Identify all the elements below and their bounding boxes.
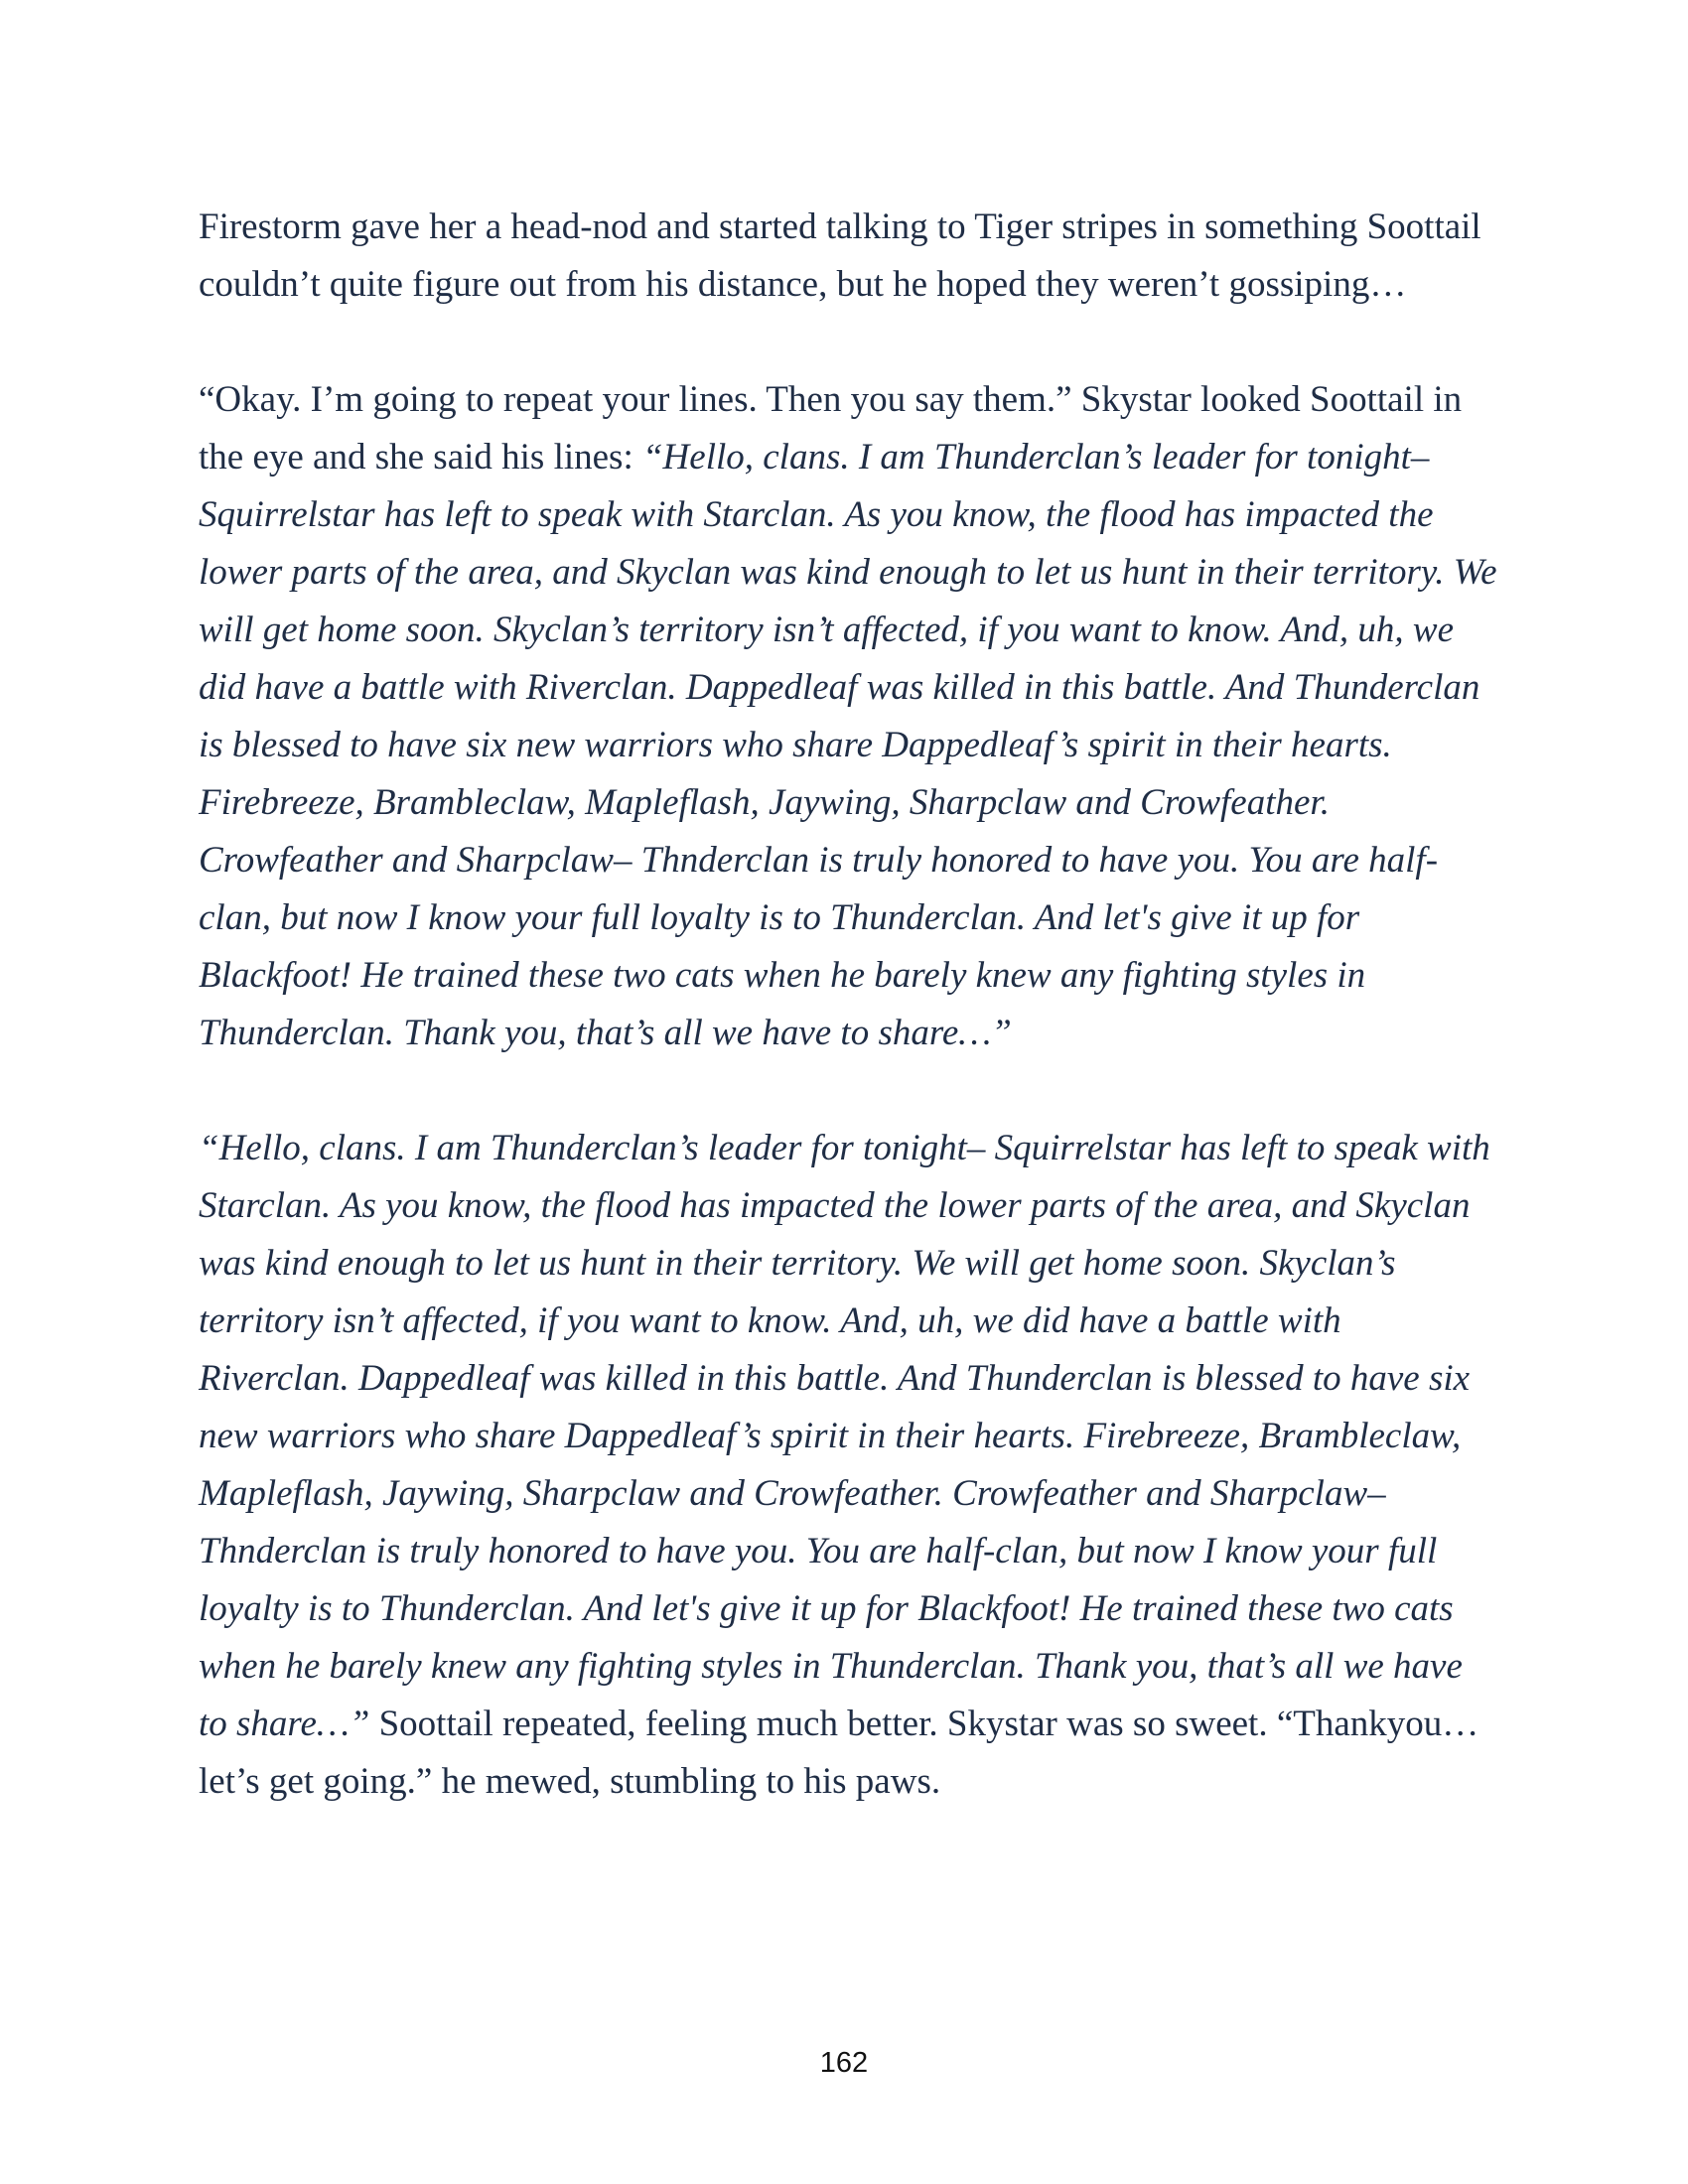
paragraph-3 [199, 1120, 1499, 1811]
paragraph-2 [199, 371, 1499, 1062]
paragraph-3-tail: Soottail repeated, feeling much better. Skystar was so sweet. “Thankyou… let’s get going.” he mewed, stumbling to his paws. [199, 1704, 1479, 1802]
paragraph-3-speech: “Hello, clans. I am Thunderclan’s leader for tonight– Squirrelstar has left to speak with Starclan. As you know, the flood has impacted the lower parts of the area, and Skyclan was kind enough to let us hunt in their territory. We will get home soon. Skyclan’s territory isn’t affected, if you want to know. And, uh, we did have a battle with Riverclan. Dappedleaf was killed in this battle. And Thunderclan is blessed to have six new warriors who share Dappedleaf’s spirit in their hearts. Firebreeze, Brambleclaw, Mapleflash, Jaywing, Sharpclaw and Crowfeather. Crowfeather and Sharpclaw– Thnderclan is truly honored to have you. You are half-clan, but now I know your full loyalty is to Thunderclan. And let's give it up for Blackfoot! He trained these two cats when he barely knew any fighting styles in Thunderclan. Thank you, that’s all we have to share…” [199, 1128, 1490, 1744]
page-body [199, 199, 1499, 1868]
paragraph-2-speech: “Hello, clans. I am Thunderclan’s leader for tonight– Squirrelstar has left to speak with Starclan. As you know, the flood has impacted the lower parts of the area, and Skyclan was kind enough to let us hunt in their territory. We will get home soon. Skyclan’s territory isn’t affected, if you want to know. And, uh, we did have a battle with Riverclan. Dappedleaf was killed in this battle. And Thunderclan is blessed to have six new warriors who share Dappedleaf’s spirit in their hearts. Firebreeze, Brambleclaw, Mapleflash, Jaywing, Sharpclaw and Crowfeather. Crowfeather and Sharpclaw– Thnderclan is truly honored to have you. You are half-clan, but now I know your full loyalty is to Thunderclan. And let's give it up for Blackfoot! He trained these two cats when he barely knew any fighting styles in Thunderclan. Thank you, that’s all we have to share…” [199, 437, 1497, 1053]
paragraph-2-lead: “Okay. I’m going to repeat your lines. Then you say them.” Skystar looked Soottail in the eye and she said his lines: [199, 379, 1463, 478]
paragraph-1: Firestorm gave her a head-nod and started talking to Tiger stripes in something Soottail couldn’t quite figure out from his distance, but he hoped they weren’t gossiping… [199, 206, 1481, 305]
page-number: 162 [819, 2047, 869, 2079]
